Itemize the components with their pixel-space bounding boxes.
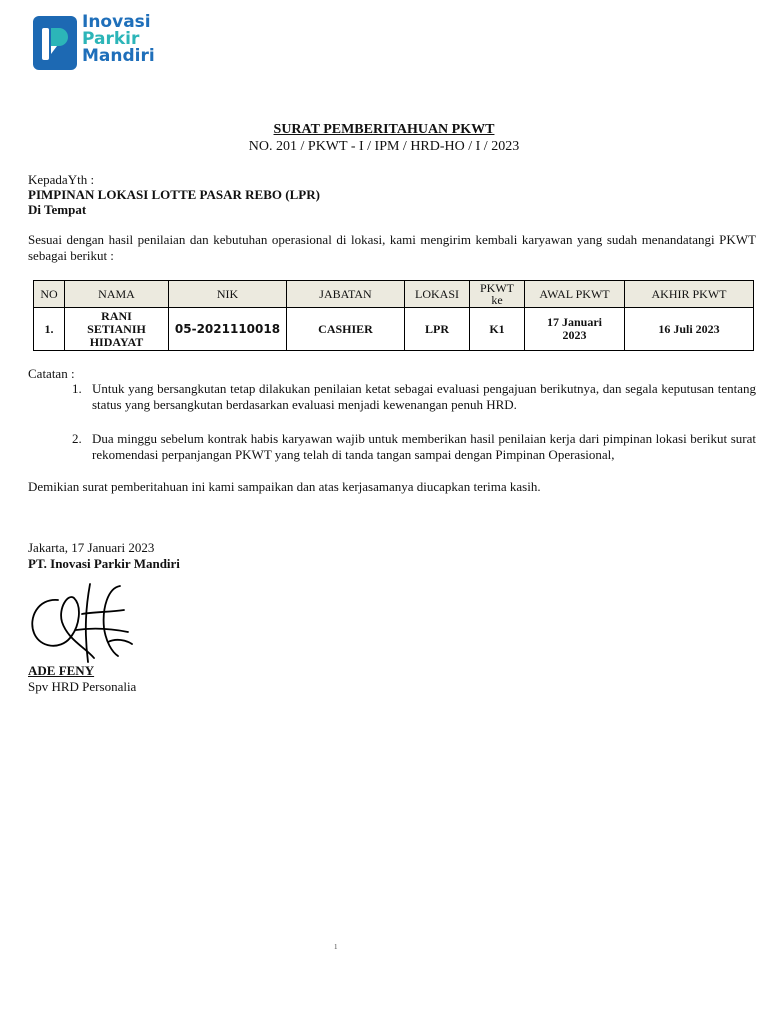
letter-number: NO. 201 / PKWT - I / IPM / HRD-HO / I / 2023 [248,139,520,154]
letter-title: SURAT PEMBERITAHUAN PKWT [273,122,495,137]
salutation: KepadaYth : [28,172,95,187]
header-akhir: AKHIR PKWT [625,281,754,308]
cell-awal [525,308,625,351]
cell-lokasi: LPR [405,308,470,351]
handwritten-signature [28,578,136,668]
logo-line-2: Parkir [82,29,140,49]
cell-awal-line1: 17 Januari [546,315,602,329]
company-logo [33,14,163,72]
logo-line-3: Mandiri [82,46,155,66]
note-item [72,381,756,413]
cell-akhir: 16 Juli 2023 [625,308,754,351]
header-pkwt-ke-line2: ke [491,293,503,307]
note-item [72,431,756,463]
note-text: Untuk yang bersangkutan tetap dilakukan penilaian ketat sebagai evaluasi pengajuan berikutnya, dan segala keputusan tentang status yang bersangkutan berdasarkan evaluasi menjadi kewenangan penuh HRD. [92,381,756,412]
notes-list [72,381,756,463]
signatory-role: Spv HRD Personalia [28,679,137,694]
pkwt-table [33,280,754,351]
logo-wordmark [82,14,155,65]
cell-nama-line1: RANI [101,308,132,323]
cell-pkwt-ke: K1 [470,308,525,351]
closing-paragraph: Demikian surat pemberitahuan ini kami sampaikan dan atas kerjasamanya diucapkan terima kasih. [28,479,541,494]
parking-p-logo-icon [33,16,77,70]
cell-nama [65,308,169,351]
header-nik: NIK [169,281,287,308]
header-awal: AWAL PKWT [525,281,625,308]
logo-line-1: Inovasi [82,12,151,32]
table-row [34,308,754,351]
header-pkwt-ke-line1: PKWT [480,281,514,295]
place-date: Jakarta, 17 Januari 2023 [28,540,155,555]
header-jabatan: JABATAN [287,281,405,308]
note-number: 1. [72,381,82,396]
cell-jabatan: CASHIER [287,308,405,351]
cell-no: 1. [34,308,65,351]
cell-nama-line3: HIDAYAT [89,334,144,349]
intro-paragraph: Sesuai dengan hasil penilaian dan kebutuhan operasional di lokasi, kami mengirim kembali karyawan yang sudah menandatangi PKWT sebagai berikut : [28,232,756,263]
header-no: NO [34,281,65,308]
note-text: Dua minggu sebelum kontrak habis karyawan wajib untuk memberikan hasil penilaian kerja dari pimpinan lokasi berikut surat rekomendasi perpanjangan PKWT yang telah di tanda tangan sampai dengan Pimpinan Operasional, [92,431,756,462]
recipient-place: Di Tempat [28,202,87,217]
cell-nik: 05-2021110018 [169,308,287,351]
header-pkwt-ke [470,281,525,308]
header-nama: NAMA [65,281,169,308]
recipient: PIMPINAN LOKASI LOTTE PASAR REBO (LPR) [28,187,320,202]
notes-label: Catatan : [28,366,75,381]
signatory-name: ADE FENY [28,663,95,678]
table-header-row [34,281,754,308]
page-number: 1 [334,943,338,951]
note-number: 2. [72,431,82,446]
header-lokasi: LOKASI [405,281,470,308]
company-name: PT. Inovasi Parkir Mandiri [28,556,180,571]
cell-awal-line2: 2023 [562,328,587,342]
cell-nama-line2: SETIANIH [87,321,146,336]
